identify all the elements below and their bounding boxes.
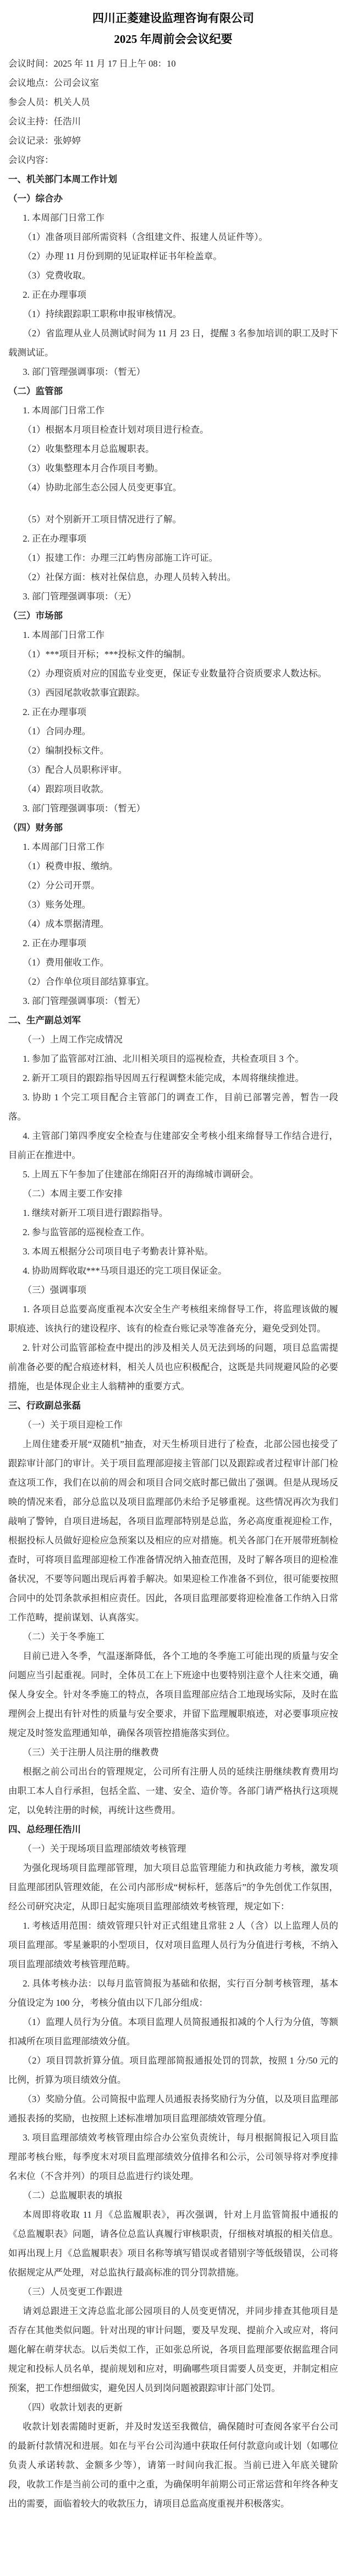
paragraph: （2）办理 11 月份到期的见证取样证书年检盖章。 (23, 251, 222, 261)
paragraph: （1）持续跟踪职工职称申报审核情况。 (23, 309, 182, 319)
paragraph: （二）总监履职表的填报 (23, 2190, 123, 2201)
paragraph: 2. 正在办理事项 (23, 938, 86, 948)
section-heading: 三、行政副总张磊 (8, 1400, 81, 1411)
paragraph: （2）办理资质对应的国监专业变更，保证专业数量符合资质要求人数达标。 (23, 668, 327, 679)
company-name-title: 四川正菱建设监理咨询有限公司 (92, 12, 254, 25)
paragraph: （2）省监理从业人员测试时间为 11 月 23 日，提醒 3 名参加培训的职工及时下载测试证。 (8, 328, 338, 358)
paragraph: 2. 参与监管部的巡视检查工作。 (23, 1227, 150, 1237)
department-heading: （四）财务部 (8, 822, 63, 833)
paragraph: （1）税费申报、缴纳。 (23, 861, 118, 871)
paragraph: 请刘总跟进王文涛总监北部公园项目的人员变更情况，并同步排查其他项目是否存在其他类似问题。针对出现的审计问题，要及早发现、提前介入或应对，将问题化解在萌芽状态。以后类似工作，正如张总所说，各项目监理部要依据监理合同规定和投标人员名单，提前规划和应对，明确哪些项目需要人员变更，并制定相应预案，把工作想细做实，避免因人员到岗问题被跟踪审计部门处罚。 (8, 2306, 338, 2393)
title-gap (8, 50, 338, 54)
paragraph: 为强化现场项目监理部管理，加大项目总监管理能力和执政能力考核，激发项目监理部团队管理效能，在公司内部形成“树标杆，惩落后”的争先创优工作氛围，经公司研究决定，从即日起实施项目监理部绩效考核管理，规定如下： (8, 1863, 338, 1912)
paragraph: 3. 部门管理强调事项：（无） (23, 591, 136, 602)
paragraph: 2. 正在办理事项 (23, 533, 86, 544)
paragraph: （一）关于现场项目监理部绩效考核管理 (23, 1843, 186, 1854)
document-body (8, 54, 338, 2513)
paragraph: （二）本周主要工作安排 (23, 1188, 123, 1199)
paragraph: （三）关于注册人员注册的继教费 (23, 1747, 159, 1758)
paragraph: 3. 部门管理强调事项：（暂无） (23, 367, 146, 377)
paragraph: 3. 本周五根据分公司项目电子考勤表计算补贴。 (23, 1246, 213, 1257)
paragraph: 根据之前公司出台的管理规定，公司所有注册人员的延续注册继续教育费用均由职工本人自行承担，包括全监、一建、安全、造价等。各部门请严格执行这项规定，以免转注册的时候，再统计这些费用。 (8, 1766, 338, 1815)
meta-line: 会议内容： (8, 155, 54, 165)
paragraph: （2）收集整理本月总监履职表。 (23, 444, 155, 454)
section-heading: 一、机关部门本周工作计划 (8, 174, 117, 184)
paragraph: （2）编制投标文件。 (23, 745, 109, 756)
paragraph: （三）强调事项 (23, 1285, 86, 1295)
paragraph: 3. 项目监理部绩效考核管理由综合办公室负责统计，每月根据简报记入项目监理部考核台账，每季度末对项目监理部绩效分值排名和公示，公司领导将对季度排名末位（不含并列）的项目总监进行约谈处理。 (8, 2132, 338, 2181)
paragraph: 2. 正在办理事项 (23, 707, 86, 717)
paragraph: 2. 具体考核办法：以每月监管简报为基础和依据，实行百分制考核管理，基本分值设定为 100 分，考核分值由以下几部分组成： (8, 1978, 338, 2008)
paragraph: （1）费用催收工作。 (23, 957, 109, 968)
paragraph: （1）根据本月项目检查计划对项目进行检查。 (23, 424, 209, 435)
document-title: 2025 年周前会会议纪要 (114, 32, 233, 46)
paragraph: 目前已进入冬季，气温逐渐降低，各个工地的冬季施工可能出现的质量与安全问题应当引起重视。同时，全体员工在上下班途中也要特别注意个人往来交通，确保人身安全。针对冬季施工的特点，各项目监理部应结合工地现场实际，及时在监理例会上提出有针对性的质量与安全要求，并留下监理履职痕迹，对必要事项应按规定及时签发监理通知单，确保各项管控措施落实到位。 (8, 1651, 338, 1738)
paragraph: 本周即将收取 11 月《总监履职表》，再次强调，针对上月监管简报中通报的《总监履职表》问题，请各位总监认真履行审核职责，仔细核对填报的相关信息。如再出现上月《总监履职表》项目名称等填写错误或者错别字等低级错误，公司将依据规定从严处理，对总监执行最高标准的罚分罚款措施。 (8, 2209, 338, 2278)
paragraph: 1. 各项目总监要高度重视本次安全生产考核组来绵督导工作，将监理该做的履职痕迹、该执行的建设程序、该有的检查台账记录等准备充分，避免受到处罚。 (8, 1304, 338, 1334)
paragraph: （二）关于冬季施工 (23, 1631, 104, 1642)
paragraph: （3）收集整理本月合作项目考勤。 (23, 463, 164, 473)
paragraph: 1. 本周部门日常工作 (23, 405, 104, 416)
paragraph: （2）分公司开票。 (23, 880, 100, 891)
paragraph: （1）报建工作：办理三江屿售房部施工许可证。 (23, 553, 218, 563)
paragraph: 3. 部门管理强调事项：（暂无） (23, 996, 146, 1006)
paragraph: （2）项目罚款折算分值。项目监理部简报通报处罚的罚款，按照 1 分/50 元的比例，折算为项目绩效分值。 (8, 2055, 338, 2085)
paragraph: 3. 部门管理强调事项：（暂无） (23, 803, 146, 814)
paragraph: 1. 本周部门日常工作 (23, 842, 104, 852)
paragraph: 2. 正在办理事项 (23, 290, 86, 300)
paragraph: （1）***项目开标；***投标文件的编制。 (23, 649, 191, 659)
paragraph: 4. 主管部门第四季度安全检查与住建部安全考核小组来绵督导工作结合进行，目前正在推进中。 (8, 1131, 338, 1160)
department-heading: （一）综合办 (8, 193, 63, 204)
paragraph-spacer (8, 497, 338, 510)
paragraph: （一）关于项目迎检工作 (23, 1420, 123, 1430)
paragraph: （3）西园尾款收款事宜跟踪。 (23, 687, 146, 698)
paragraph: （4）协助北部生态公园人员变更事宜。 (23, 482, 182, 493)
paragraph: （3）配合人员职称评审。 (23, 765, 128, 775)
section-heading: 四、总经理任浩川 (8, 1824, 81, 1835)
section-heading: 二、生产副总刘军 (8, 1015, 81, 1025)
paragraph: 2. 新开工项目的跟踪指导因周五行程调整未能完成，本周将继续推进。 (23, 1073, 304, 1083)
paragraph: （2）合作单位项目部结算事宜。 (23, 976, 155, 987)
department-heading: （三）市场部 (8, 610, 63, 621)
meta-line: 会议主持：任浩川 (8, 116, 81, 127)
meta-line: 会议时间：2025 年 11 月 17 日上午 08：10 (8, 58, 176, 69)
paragraph: （4）跟踪项目收款。 (23, 784, 109, 794)
paragraph: 1. 参加了监管部对江油、北川相关项目的巡视检查，共检查项目 3 个。 (23, 1054, 304, 1064)
paragraph: 4. 协助周辉收取***马项目退还的完工项目保证金。 (23, 1265, 227, 1276)
paragraph: 2. 针对公司监管部检查中提出的涉及相关人员无法到场的问题，项目总监需提前准备必要的配合痕迹材料，相关人员也应积极配合，这既是共同规避风险的必要措施，也是体现企业主人翁精神的重要方式。 (8, 1342, 338, 1391)
paragraph: 5. 上周五下午参加了住建部在绵阳召开的海绵城市调研会。 (23, 1169, 259, 1180)
paragraph: （3）奖励分值。公司简报中监理人员通报表扬奖励行为分值，以及项目监理部通报表扬的奖励，也按照上述标准增加项目监理部绩效管理分值。 (8, 2094, 338, 2124)
paragraph: 1. 本周部门日常工作 (23, 212, 104, 223)
paragraph: 1. 考核适用范围：绩效管理只针对正式组建且常驻 2 人（含）以上监理人员的项目监理部。零星兼职的小型项目，仅对项目监理人员行为分值进行考核，不纳入项目监理部绩效考核管理范畴。 (8, 1920, 338, 1969)
paragraph: （3）账务处理。 (23, 899, 91, 910)
paragraph: 上周住建委开展“双随机”抽查，对天生桥项目进行了检查，北部公园也接受了跟踪审计部门的审计。关于项目监理部迎接主管部门以及跟踪或者过程审计部门检查这项工作，我们在以前的周会和项目合同交底时都已做出了强调。但是从现场反映的情况来看，部分总监以及项目监理部仍未给予足够重视。这些情况再次为我们敲响了警钟，自项目进场起，各项目监理部特别是总监，务必高度重视迎检工作，根据投标人员做好迎检应急预案以及相应的应对措施。机关各部门在开展带班制检查时，可将项目监理部迎检工作准备情况纳入抽查范围，及时了解各项目的迎检准备状况，不要等问题出现后再着手解决。如果迎检工作准备不到位，很可能要按照合同中的处罚条款承担相应责任。因此，各项目监理部要将迎检准备工作纳入日常工作范畴，提前谋划、认真落实。 (8, 1439, 338, 1623)
paragraph: （1）准备项目部所需资料（含组建文件、报建人员证件等）。 (23, 232, 268, 242)
paragraph: （4）成本票据清理。 (23, 919, 109, 929)
paragraph: （1）合同办理。 (23, 726, 91, 736)
paragraph: （5）对个别新开工项目情况进行了解。 (23, 514, 182, 525)
meta-line: 会议记录：张婷婷 (8, 135, 81, 146)
paragraph: （3）党费收取。 (23, 270, 91, 281)
paragraph: （一）上周工作完成情况 (23, 1034, 123, 1045)
paragraph: （三）人员变更工作跟进 (23, 2286, 123, 2297)
paragraph: 3. 协助 1 个完工项目配合主管部门的调查工作，目前已部署完善，暂告一段落。 (8, 1092, 338, 1122)
meta-line: 参会人员：机关人员 (8, 97, 90, 107)
paragraph: 收款计划表需随时更新，并及时发送至我微信，确保随时可查阅各家平台公司的最新付款情况和进展。如在与平台公司沟通中获取任何付款意向或计划（如哪位负责人承诺转款、金额多少等），请第一时间向我汇报。当前已进入年底关键阶段，收款工作是当前公司的重中之重，为确保明年前期公司正常运营和年终各种支出的需要，面临着较大的收款压力，请项目总监高度重视并积极落实。 (8, 2421, 338, 2509)
department-heading: （二）监管部 (8, 386, 63, 396)
paragraph: （1）监理人员行为分值。本项目监理人员简报通报扣减的个人行为分值，等额扣减所在项目监理部绩效分值。 (8, 2017, 338, 2046)
paragraph: 1. 继续对新开工项目进行跟踪指导。 (23, 1208, 168, 1218)
paragraph: 1. 本周部门日常工作 (23, 630, 104, 640)
paragraph: （2）社保方面：核对社保信息，办理人员转入转出。 (23, 572, 236, 582)
paragraph: （四）收款计划表的更新 (23, 2402, 123, 2413)
meta-line: 会议地点：公司会议室 (8, 78, 99, 88)
